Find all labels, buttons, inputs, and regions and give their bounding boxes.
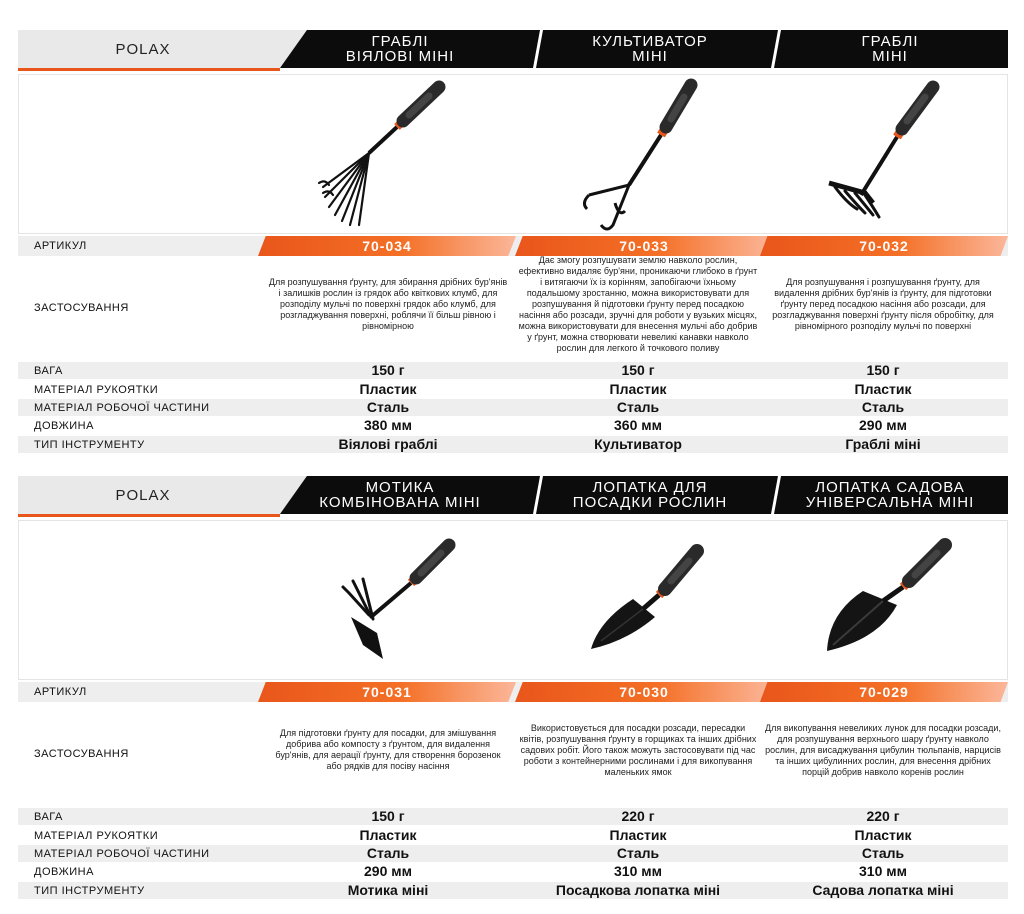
weight-row: ВАГА 150 г 150 г 150 г (18, 362, 1008, 379)
usage-text: Дає змогу розпушувати землю навколо рослин, ефективно видаляє бур'яни, проникаючи глибоко в ґрунт і витягаючи їх із корінням, запобігаючи їхньому подальшому зростанню, можна використовувати для розпушування й підготовки ґрунту перед посадкою насіння або розсади, зручні для роботи у вузьких місцях, можна використовувати для внесення мульчі або добрив у ґрунт, можна створювати невеликі канавки навколо рослин для легкого й точкового поливу (518, 254, 758, 353)
brand-label: POLAX (115, 487, 171, 504)
usage-row: ЗАСТОСУВАННЯ Для підготовки ґрунту для посадки, для змішування добрива або компосту з ґрунтом, для видалення бур'янів, для аерації ґрунту, для створення борозенок або рядків для посіву насіння Використовується для посадки розсади, пересадки квітів, розпушування ґрунту в горщиках та інших дрібних садових робіт. Його також можуть застосовувати під час роботи з контейнерними рослинами і для викопування маленьких ямок Для викопування невеликих лунок для посадки розсади, для розпушування верхнього шару ґрунту навколо рослин, для висаджування цибулин тюльпанів, нарцисів та інших цибулинних рослин, для внесення дрібних порцій добрив навколо коренів рослин (18, 702, 1008, 798)
usage-row: ЗАСТОСУВАННЯ Для розпушування ґрунту, для збирання дрібних бур'янів і залишків рослин із грядок або квіткових клумб, для розподілу мульчі по поверхні грядок або клумб, для розгладжування поверхні, роблячи її більш рівною і рівномірною Дає змогу розпушувати землю навколо рослин, ефективно видаляє бур'яни, проникаючи глибоко в ґрунт і витягаючи їх із корінням, запобігаючи їхньому подальшому зростанню, можна використовувати для розпушування й підготовки ґрунту перед посадкою насіння або розсади, зручні для роботи у вузьких місцях, можна використовувати для внесення мульчі або добрив у ґрунт, можна створювати невеликі канавки навколо рослин для легкого й точкового поливу Для розпушування і розпушування ґрунту, для видалення дрібних бур'янів із ґрунту, для підготовки ґрунту перед посадкою насіння або розсади, для розгладжування поверхні ґрунту після обробітку, для рівномірного розподілу мульчі по поверхні (18, 256, 1008, 352)
cultivator-icon (529, 75, 779, 235)
product-title: ГРАБЛІ ВІЯЛОВІ МІНІ (345, 33, 455, 65)
article-badge: 70-033 (515, 236, 773, 256)
article-row: АРТИКУЛ 70-034 70-033 70-032 (18, 236, 1008, 256)
block-header (18, 476, 1008, 514)
article-badge: 70-029 (760, 682, 1008, 702)
tool-type-row: ТИП ІНСТРУМЕНТУ Віялові граблі Культиватор Граблі міні (18, 436, 1008, 453)
weight-row: ВАГА 150 г 220 г 220 г (18, 808, 1008, 825)
length-row: ДОВЖИНА 290 мм 310 мм 310 мм (34, 863, 907, 879)
handle-material-row: МАТЕРІАЛ РУКОЯТКИ Пластик Пластик Пластик (34, 381, 912, 397)
length-row: ДОВЖИНА 380 мм 360 мм 290 мм (34, 417, 907, 433)
article-row: АРТИКУЛ 70-031 70-030 70-029 (18, 682, 1008, 702)
product-images (18, 74, 1008, 234)
planting-trowel-icon (529, 521, 779, 681)
block-header (18, 30, 1008, 68)
work-material-row: МАТЕРІАЛ РОБОЧОЇ ЧАСТИНИ Сталь Сталь Сталь (18, 845, 1008, 862)
article-badge: 70-031 (258, 682, 516, 702)
product-title: МОТИКА КОМБІНОВАНА МІНІ (319, 479, 481, 511)
work-material-row: МАТЕРІАЛ РОБОЧОЇ ЧАСТИНИ Сталь Сталь Сталь (18, 399, 1008, 416)
product-images (18, 520, 1008, 680)
usage-text: Використовується для посадки розсади, пересадки квітів, розпушування ґрунту в горщиках та інших дрібних садових робіт. Його також можуть застосовувати під час роботи з контейнерними рослинами і для викопування маленьких ямок (519, 722, 757, 777)
product-title: ЛОПАТКА САДОВА УНІВЕРСАЛЬНА МІНІ (805, 479, 975, 511)
tool-type-row: ТИП ІНСТРУМЕНТУ Мотика міні Посадкова лопатка міні Садова лопатка міні (18, 882, 1008, 899)
article-badge: 70-032 (760, 236, 1008, 256)
garden-trowel-icon (769, 521, 1019, 681)
article-badge: 70-030 (515, 682, 773, 702)
product-title: ЛОПАТКА ДЛЯ ПОСАДКИ РОСЛИН (572, 479, 728, 511)
mini-rake-icon (769, 75, 1019, 235)
product-title: ГРАБЛІ МІНІ (861, 33, 919, 65)
article-badge: 70-034 (258, 236, 516, 256)
handle-material-row: МАТЕРІАЛ РУКОЯТКИ Пластик Пластик Пластик (34, 827, 912, 843)
usage-text: Для розпушування і розпушування ґрунту, для видалення дрібних бур'янів із ґрунту, для підготовки ґрунту перед посадкою насіння або розсади, для розгладжування поверхні ґрунту після обробітку, для рівномірного розподілу мульчі по поверхні (772, 276, 994, 331)
usage-text: Для викопування невеликих лунок для посадки розсади, для розпушування верхнього шару ґрунту навколо рослин, для висаджування цибулин тюльпанів, нарцисів та інших цибулинних рослин, для внесення дрібних порцій добрив навколо коренів рослин (765, 722, 1001, 777)
combo-hoe-icon (279, 521, 529, 681)
fan-rake-icon (279, 75, 529, 235)
brand-label: POLAX (115, 41, 171, 58)
usage-text: Для розпушування ґрунту, для збирання дрібних бур'янів і залишків рослин із грядок або квіткових клумб, для розподілу мульчі по поверхні грядок або клумб, для розгладжування поверхні, роблячи її більш рівною і рівномірною (268, 276, 508, 331)
usage-text: Для підготовки ґрунту для посадки, для змішування добрива або компосту з ґрунтом, для видалення бур'янів, для аерації ґрунту, для створення борозенок або рядків для посіву насіння (275, 728, 501, 771)
product-title: КУЛЬТИВАТОР МІНІ (592, 33, 708, 65)
